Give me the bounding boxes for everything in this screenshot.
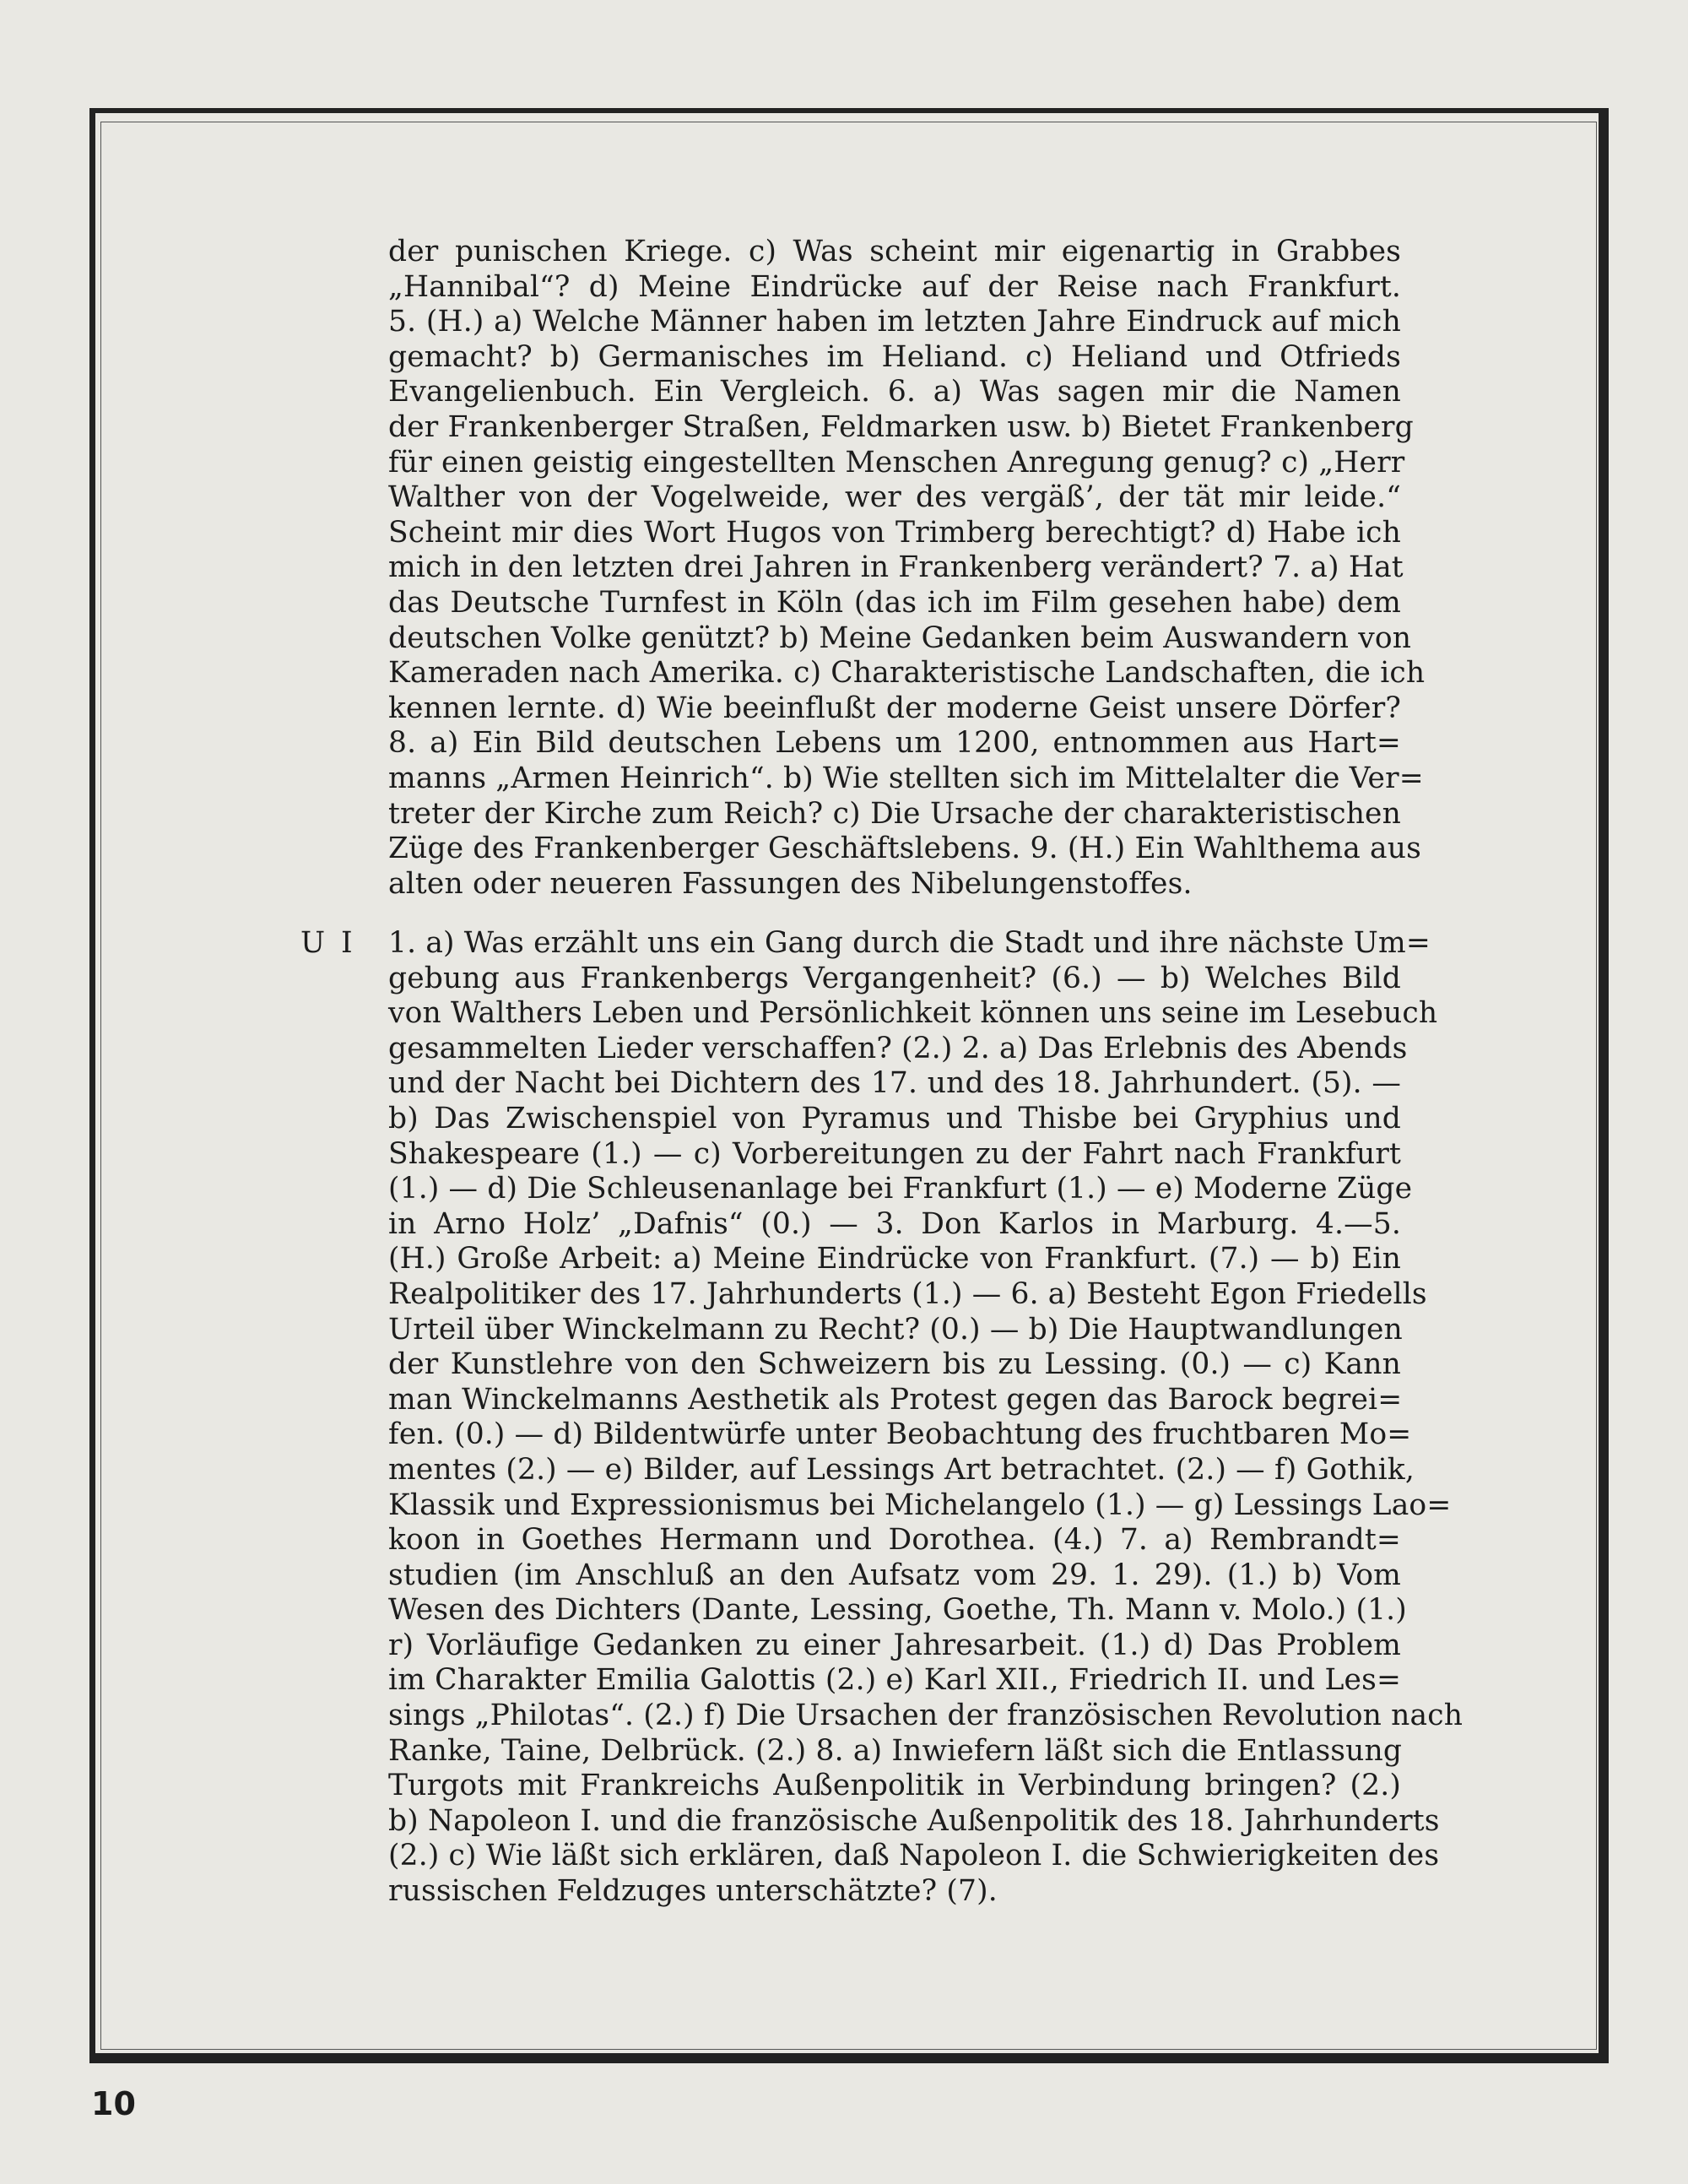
- text-line: deutschen Volke genützt? b) Meine Gedanken beim Auswandern von: [388, 621, 1412, 655]
- text-block-continued-topics: [388, 235, 1426, 902]
- text-line: für einen geistig eingestellten Menschen Anregung genug? c) „Herr: [388, 445, 1405, 480]
- section-label-ui: U I: [300, 926, 356, 960]
- text-line: man Winckelmanns Aesthetik als Protest gegen das Barock begrei=: [388, 1382, 1403, 1417]
- text-line: Evangelienbuch. Ein Vergleich. 6. a) Was sagen mir die Namen: [388, 375, 1401, 409]
- text-line: der Kunstlehre von den Schweizern bis zu Lessing. (0.) — c) Kann: [388, 1347, 1401, 1382]
- text-line: kennen lernte. d) Wie beeinflußt der moderne Geist unsere Dörfer?: [388, 691, 1401, 725]
- text-line: Walther von der Vogelweide, wer des vergäß’, der tät mir leide.“: [388, 480, 1401, 515]
- text-line: „Hannibal“? d) Meine Eindrücke auf der Reise nach Frankfurt.: [388, 269, 1401, 304]
- text-line: treter der Kirche zum Reich? c) Die Ursache der charakteristischen: [388, 796, 1401, 831]
- text-line: manns „Armen Heinrich“. b) Wie stellten sich im Mittelalter die Ver=: [388, 761, 1424, 795]
- text-line: der punischen Kriege. c) Was scheint mir eigenartig in Grabbes: [388, 235, 1401, 268]
- text-line: in Arno Holz’ „Dafnis“ (0.) — 3. Don Karlos in Marburg. 4.—5.: [388, 1206, 1401, 1241]
- text-line: mentes (2.) — e) Bilder, auf Lessings Art betrachtet. (2.) — f) Gothik,: [388, 1452, 1415, 1487]
- text-line: Shakespeare (1.) — c) Vorbereitungen zu der Fahrt nach Frankfurt: [388, 1136, 1401, 1171]
- text-line: russischen Feldzuges unterschätzte? (7).: [388, 1874, 998, 1909]
- text-line: von Walthers Leben und Persönlichkeit können uns seine im Lesebuch: [388, 996, 1438, 1031]
- text-line: gesammelten Lieder verschaffen? (2.) 2. a) Das Erlebnis des Abends: [388, 1031, 1408, 1065]
- text-line: sings „Philotas“. (2.) f) Die Ursachen der französischen Revolution nach: [388, 1699, 1463, 1733]
- text-line: 1. a) Was erzählt uns ein Gang durch die Stadt und ihre nächste Um=: [388, 926, 1431, 960]
- text-line: der Frankenberger Straßen, Feldmarken usw. b) Bietet Frankenberg: [388, 409, 1414, 444]
- text-line: b) Das Zwischenspiel von Pyramus und Thisbe bei Gryphius und: [388, 1101, 1401, 1135]
- text-line: und der Nacht bei Dichtern des 17. und des 18. Jahrhundert. (5). —: [388, 1066, 1401, 1101]
- text-line: Wesen des Dichters (Dante, Lessing, Goethe, Th. Mann v. Molo.) (1.): [388, 1593, 1407, 1628]
- text-line: (1.) — d) Die Schleusenanlage bei Frankfurt (1.) — e) Moderne Züge: [388, 1172, 1413, 1206]
- text-line: (H.) Große Arbeit: a) Meine Eindrücke von Frankfurt. (7.) — b) Ein: [388, 1242, 1401, 1276]
- text-line: Urteil über Winckelmann zu Recht? (0.) — b) Die Hauptwandlungen: [388, 1312, 1403, 1347]
- text-line: b) Napoleon I. und die französische Außenpolitik des 18. Jahrhunderts: [388, 1803, 1440, 1838]
- text-line: im Charakter Emilia Galottis (2.) e) Karl XII., Friedrich II. und Les=: [388, 1663, 1401, 1698]
- page-number: 10: [91, 2085, 136, 2122]
- text-line: das Deutsche Turnfest in Köln (das ich im Film gesehen habe) dem: [388, 585, 1401, 620]
- text-line: Züge des Frankenberger Geschäftslebens. 9. (H.) Ein Wahlthema aus: [388, 832, 1421, 866]
- text-line: 5. (H.) a) Welche Männer haben im letzten Jahre Eindruck auf mich: [388, 305, 1401, 339]
- text-line: mich in den letzten drei Jahren in Frankenberg verändert? 7. a) Hat: [388, 550, 1404, 585]
- text-block-ui-topics: [388, 926, 1463, 1910]
- text-line: gemacht? b) Germanisches im Heliand. c) Heliand und Otfrieds: [388, 339, 1401, 374]
- text-line: Klassik und Expressionismus bei Michelangelo (1.) — g) Lessings Lao=: [388, 1488, 1452, 1522]
- text-line: 8. a) Ein Bild deutschen Lebens um 1200, entnommen aus Hart=: [388, 726, 1401, 761]
- text-line: alten oder neueren Fassungen des Nibelungenstoffes.: [388, 866, 1193, 901]
- text-line: (2.) c) Wie läßt sich erklären, daß Napoleon I. die Schwierigkeiten des: [388, 1839, 1440, 1873]
- text-line: fen. (0.) — d) Bildentwürfe unter Beobachtung des fruchtbaren Mo=: [388, 1417, 1412, 1452]
- text-line: Scheint mir dies Wort Hugos von Trimberg berechtigt? d) Habe ich: [388, 515, 1401, 550]
- text-line: koon in Goethes Hermann und Dorothea. (4.) 7. a) Rembrandt=: [388, 1523, 1401, 1558]
- text-line: Turgots mit Frankreichs Außenpolitik in Verbindung bringen? (2.): [388, 1769, 1401, 1803]
- text-line: Kameraden nach Amerika. c) Charakteristische Landschaften, die ich: [388, 656, 1426, 691]
- text-line: Ranke, Taine, Delbrück. (2.) 8. a) Inwiefern läßt sich die Entlassung: [388, 1733, 1403, 1768]
- text-line: gebung aus Frankenbergs Vergangenheit? (6.) — b) Welches Bild: [388, 961, 1401, 995]
- text-line: studien (im Anschluß an den Aufsatz vom 29. 1. 29). (1.) b) Vom: [388, 1558, 1401, 1592]
- text-line: Realpolitiker des 17. Jahrhunderts (1.) — 6. a) Besteht Egon Friedells: [388, 1276, 1427, 1311]
- text-line: r) Vorläufige Gedanken zu einer Jahresarbeit. (1.) d) Das Problem: [388, 1628, 1401, 1662]
